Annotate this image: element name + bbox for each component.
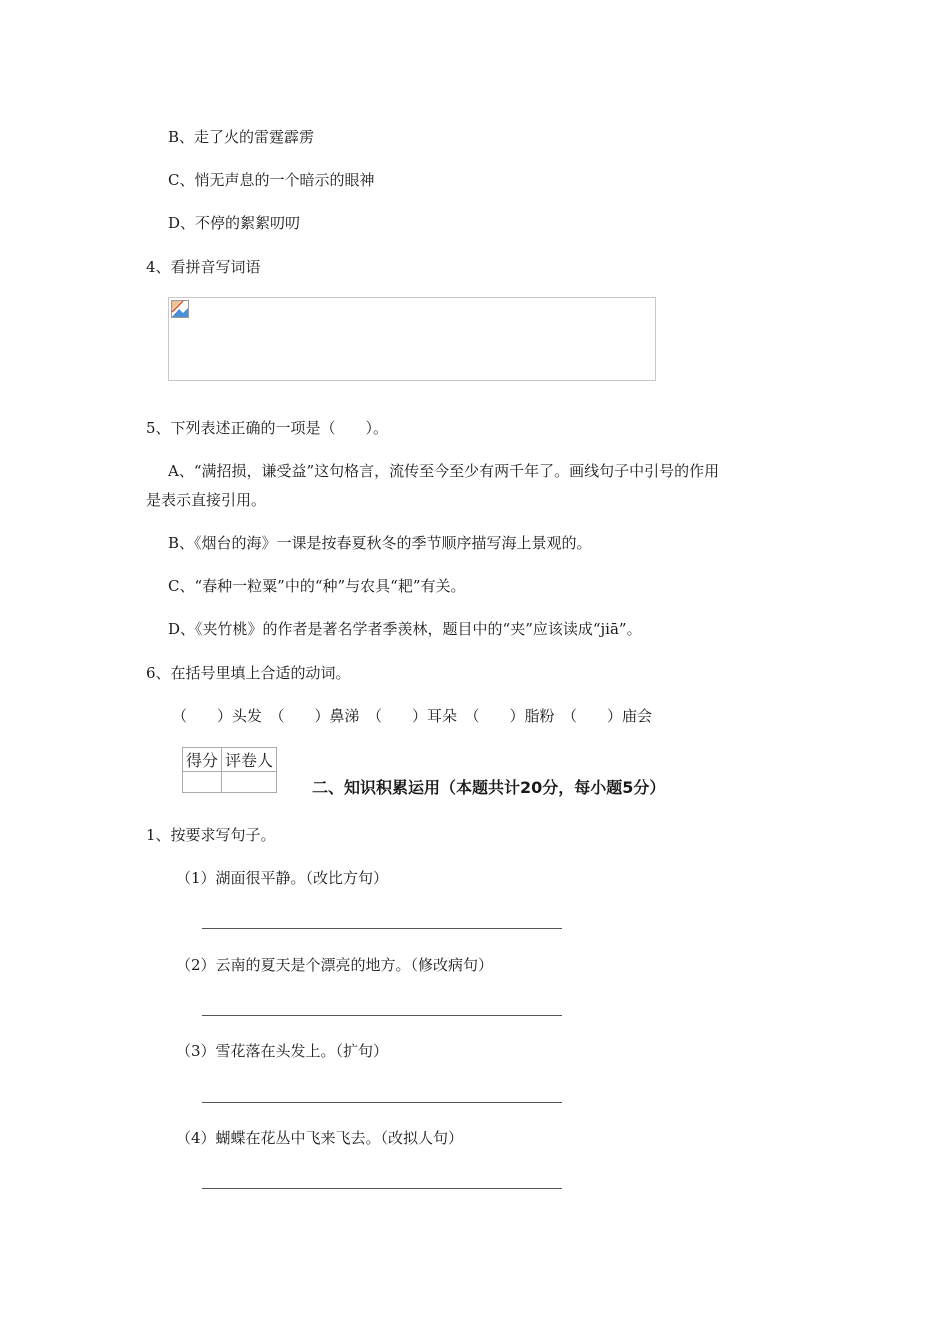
score-table xyxy=(182,747,277,793)
grader-header: 评卷人 xyxy=(222,748,277,772)
q5-option-c: C、“春种一粒粟”中的“种”与农具“耙”有关。 xyxy=(168,577,466,595)
answer-line-3 xyxy=(202,1102,562,1103)
answer-line-1 xyxy=(202,928,562,929)
s2q1-item-1: （1）湖面很平静。（改比方句） xyxy=(176,869,389,887)
q5-option-d: D、《夹竹桃》的作者是著名学者季羡林，题目中的“夹”应该读成“jiā”。 xyxy=(168,620,642,638)
score-header: 得分 xyxy=(183,748,222,772)
q3-option-b: B、走了火的雷霆霹雳 xyxy=(168,128,315,146)
q5-option-a-continued: 是表示直接引用。 xyxy=(146,491,267,509)
s2q1-item-2: （2）云南的夏天是个漂亮的地方。（修改病句） xyxy=(176,956,494,974)
q5-option-b: B、《烟台的海》一课是按春夏秋冬的季节顺序描写海上景观的。 xyxy=(168,534,592,552)
s2q1-title: 1、按要求写句子。 xyxy=(146,826,276,844)
q6-items: （ ）头发 （ ）鼻涕 （ ）耳朵 （ ）脂粉 （ ）庙会 xyxy=(172,707,653,725)
q4-title: 4、看拼音写词语 xyxy=(146,258,261,276)
pinyin-image-placeholder xyxy=(168,297,656,381)
answer-line-4 xyxy=(202,1188,562,1189)
q6-title: 6、在括号里填上合适的动词。 xyxy=(146,664,351,682)
grader-cell xyxy=(222,772,277,793)
broken-image-icon xyxy=(171,300,189,318)
q5-title: 5、下列表述正确的一项是（ ）。 xyxy=(146,419,389,437)
q5-option-a: A、“满招损，谦受益”这句格言，流传至今至少有两千年了。画线句子中引号的作用 xyxy=(168,462,720,480)
q3-option-d: D、不停的絮絮叨叨 xyxy=(168,214,301,232)
s2q1-item-4: （4）蝴蝶在花丛中飞来飞去。（改拟人句） xyxy=(176,1129,464,1147)
s2q1-item-3: （3）雪花落在头发上。（扩句） xyxy=(176,1042,389,1060)
q3-option-c: C、悄无声息的一个暗示的眼神 xyxy=(168,171,375,189)
score-cell xyxy=(183,772,222,793)
answer-line-2 xyxy=(202,1015,562,1016)
section-2-title: 二、知识积累运用（本题共计20分，每小题5分） xyxy=(312,778,666,797)
